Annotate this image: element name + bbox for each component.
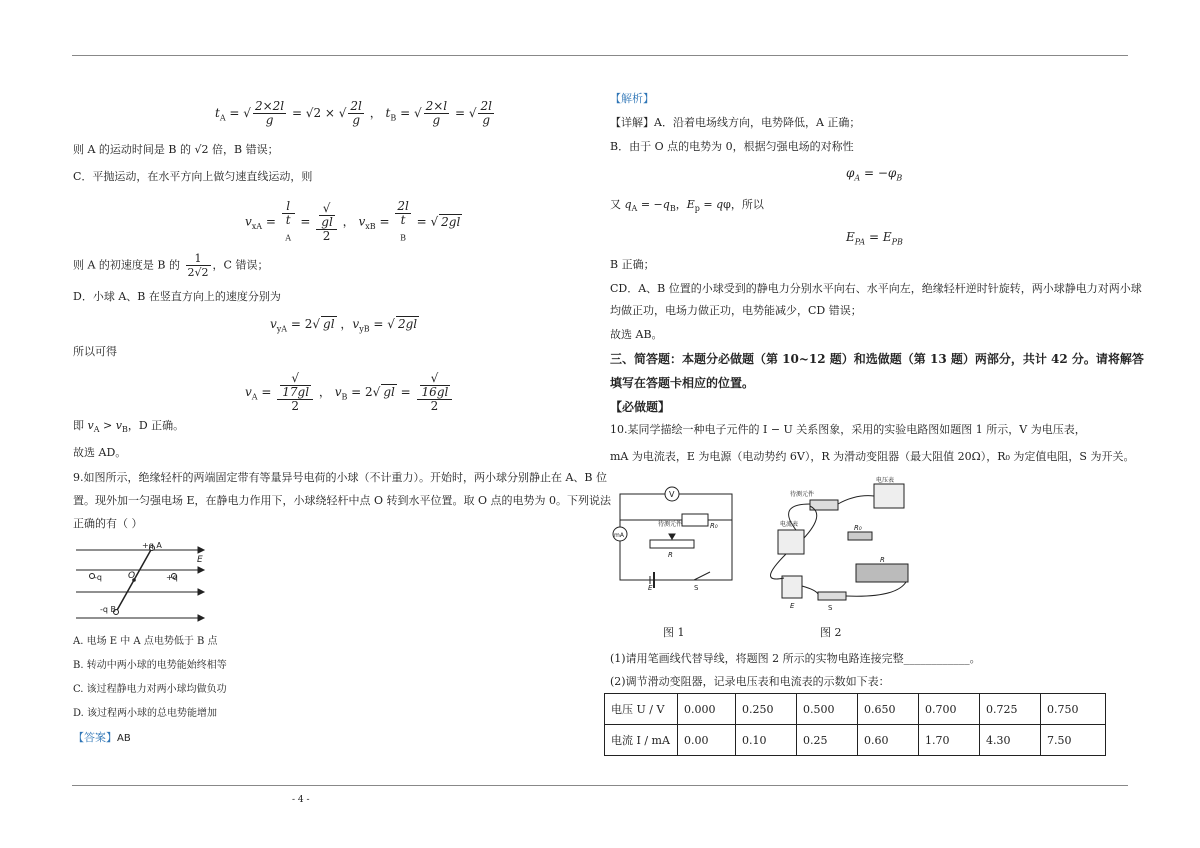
table-cell: 电压 U / V bbox=[605, 694, 678, 725]
figure-9-field bbox=[72, 538, 212, 624]
table-cell: 7.50 bbox=[1041, 725, 1106, 756]
q10-line-1: 10.某同学描绘一种电子元件的 I − U 关系图象，采用的实验电路图如题图 1 所示，V 为电压表， bbox=[610, 423, 1086, 436]
figure-2-apparatus bbox=[756, 474, 942, 618]
q9-line-2: 置。现外加一匀强电场 E，在静电力作用下，小球绕轻杆中点 O 转到水平位置。取 O 点的电势为 0。下列说法 bbox=[73, 494, 612, 507]
figure-1-circuit bbox=[610, 484, 750, 594]
fig2-label-s: S bbox=[828, 604, 833, 612]
table-cell: 0.25 bbox=[797, 725, 858, 756]
fig1-label-ma: mA bbox=[614, 532, 624, 539]
fig9-label-plusq: +q bbox=[166, 573, 178, 582]
page-number: - 4 - bbox=[292, 795, 310, 805]
fig2-label-element: 待测元件 bbox=[790, 491, 815, 498]
equation-tab: $t_A$ = √ $\frac{2\times 2l}{g}$ = √2 × √ $\frac{2l}{g}$ ， $t_B$ = √ $\frac{2\times l}{g}$ = √ $\frac{2l}{g}$ bbox=[215, 99, 492, 127]
table-cell: 0.60 bbox=[858, 725, 919, 756]
fig9-label-E: E bbox=[197, 555, 203, 565]
detail-line-7: 故选 AB。 bbox=[610, 328, 663, 341]
option-b: B. 转动中两小球的电势能始终相等 bbox=[73, 660, 227, 671]
text-c-end: 则 A 的初速度是 B 的 $\frac{1}{2√2}$ ，C 错误； bbox=[73, 252, 269, 279]
table-cell: 0.750 bbox=[1041, 694, 1106, 725]
answer-line bbox=[73, 731, 131, 746]
option-d: D. 该过程两小球的总电势能增加 bbox=[73, 708, 218, 719]
fig1-label-v: V bbox=[669, 490, 675, 499]
answer-tag: 【答案】 bbox=[73, 731, 117, 744]
table-cell: 0.500 bbox=[797, 694, 858, 725]
table-cell: 0.000 bbox=[678, 694, 736, 725]
fig1-label-r: R bbox=[668, 551, 673, 559]
answer-value: AB bbox=[117, 733, 131, 744]
required-tag: 【必做题】 bbox=[610, 400, 671, 414]
fig9-label-plusqA: +q A bbox=[142, 541, 162, 550]
fig9-label-O: O bbox=[128, 571, 136, 581]
detail-line-2: B．由于 O 点的电势为 0，根据匀强电场的对称性 bbox=[610, 140, 854, 153]
q9-line-1: 9.如图所示，绝缘轻杆的两端固定带有等量异号电荷的小球（不计重力）。开始时，两小球分别静止在 A、B 位 bbox=[73, 471, 608, 484]
fig2-label-voltmeter: 电压表 bbox=[876, 477, 895, 484]
text-so: 所以可得 bbox=[73, 345, 117, 358]
measurement-table bbox=[604, 693, 1106, 756]
equation-ep: $E_{PA} = E_{PB}$ bbox=[846, 230, 903, 247]
fig2-label-e: E bbox=[790, 602, 795, 610]
table-cell: 0.00 bbox=[678, 725, 736, 756]
fig1-label-element: 待测元件 bbox=[658, 521, 683, 528]
q9-line-3: 正确的有（ ） bbox=[73, 517, 143, 530]
text-b-time: 则 A 的运动时间是 B 的 √2 倍，B 错误； bbox=[73, 143, 279, 156]
table-cell: 0.700 bbox=[919, 694, 980, 725]
fig2-label-ammeter: 电流表 bbox=[780, 521, 799, 528]
table-cell: 0.650 bbox=[858, 694, 919, 725]
option-a: A. 电场 E 中 A 点电势低于 B 点 bbox=[73, 636, 218, 647]
q10-part-1: (1)请用笔画线代替导线，将题图 2 所示的实物电路连接完整____________。 bbox=[610, 652, 981, 665]
equation-phi: $\varphi_A = -\varphi_B$ bbox=[846, 166, 903, 183]
table-row bbox=[605, 694, 1106, 725]
equation-vx: $v_{xA}$ = l t $_A$ = √ gl 2 ， $v_{xB}$ = 2l t $_B$ = √ 2gl bbox=[245, 199, 461, 243]
figure-1-caption: 图 1 bbox=[663, 626, 685, 639]
equation-vy: $v_{yA} = 2√$ gl ，$v_{yB}$ = √ 2gl bbox=[270, 317, 418, 334]
fig2-label-r: R bbox=[880, 556, 885, 564]
table-cell: 0.10 bbox=[736, 725, 797, 756]
text-choose: 故选 AD。 bbox=[73, 446, 127, 459]
text-d: D．小球 A、B 在竖直方向上的速度分别为 bbox=[73, 290, 281, 303]
detail-line-6: 均做正功，电场力做正功，电势能减少，CD 错误； bbox=[610, 304, 862, 317]
section-3-line-1: 三、简答题：本题分必做题（第 10~12 题）和选做题（第 13 题）两部分，共计 42 分。请将解答 bbox=[610, 352, 1144, 366]
table-cell: 1.70 bbox=[919, 725, 980, 756]
fig9-label-minusqB: -q B bbox=[100, 605, 116, 614]
detail-line-5: CD．A、B 位置的小球受到的静电力分别水平向右、水平向左，绝缘轻杆逆时针旋转，两小球静电力对两小球 bbox=[610, 282, 1142, 295]
equation-v: $v_A$ = √ 17gl 2 ， $v_B = 2√$ gl = √ 16gl 2 bbox=[245, 372, 454, 413]
table-cell: 4.30 bbox=[980, 725, 1041, 756]
analysis-tag: 【解析】 bbox=[610, 92, 654, 105]
fig2-label-r0: R₀ bbox=[854, 524, 862, 532]
section-3-line-2: 填写在答题卡相应的位置。 bbox=[610, 376, 755, 390]
text-d-end: 即 $v_A > v_B$，D 正确。 bbox=[73, 419, 185, 435]
bottom-rule bbox=[72, 785, 1128, 786]
detail-line-1: 【详解】A．沿着电场线方向，电势降低，A 正确； bbox=[610, 116, 861, 129]
text-c: C．平抛运动，在水平方向上做匀速直线运动，则 bbox=[73, 170, 313, 183]
table-cell: 电流 I / mA bbox=[605, 725, 678, 756]
figure-2-caption: 图 2 bbox=[820, 626, 842, 639]
table-row bbox=[605, 725, 1106, 756]
fig1-label-e: E bbox=[648, 584, 653, 592]
table-cell: 0.725 bbox=[980, 694, 1041, 725]
option-c: C. 该过程静电力对两小球均做负功 bbox=[73, 684, 227, 695]
table-cell: 0.250 bbox=[736, 694, 797, 725]
detail-line-4: B 正确； bbox=[610, 258, 655, 271]
q10-line-2: mA 为电流表，E 为电源（电动势约 6V），R 为滑动变阻器（最大阻值 20Ω），R₀ 为定值电阻，S 为开关。 bbox=[610, 450, 1135, 463]
fig1-label-s: S bbox=[694, 584, 699, 592]
fig1-label-r0: R₀ bbox=[710, 522, 718, 530]
fig9-label-minusq: -q bbox=[94, 573, 102, 582]
top-rule bbox=[72, 55, 1128, 56]
q10-part-2: (2)调节滑动变阻器，记录电压表和电流表的示数如下表： bbox=[610, 675, 890, 688]
detail-line-3: 又 $q_A = -q_B$，$E_p = q\varphi$，所以 bbox=[610, 198, 764, 214]
